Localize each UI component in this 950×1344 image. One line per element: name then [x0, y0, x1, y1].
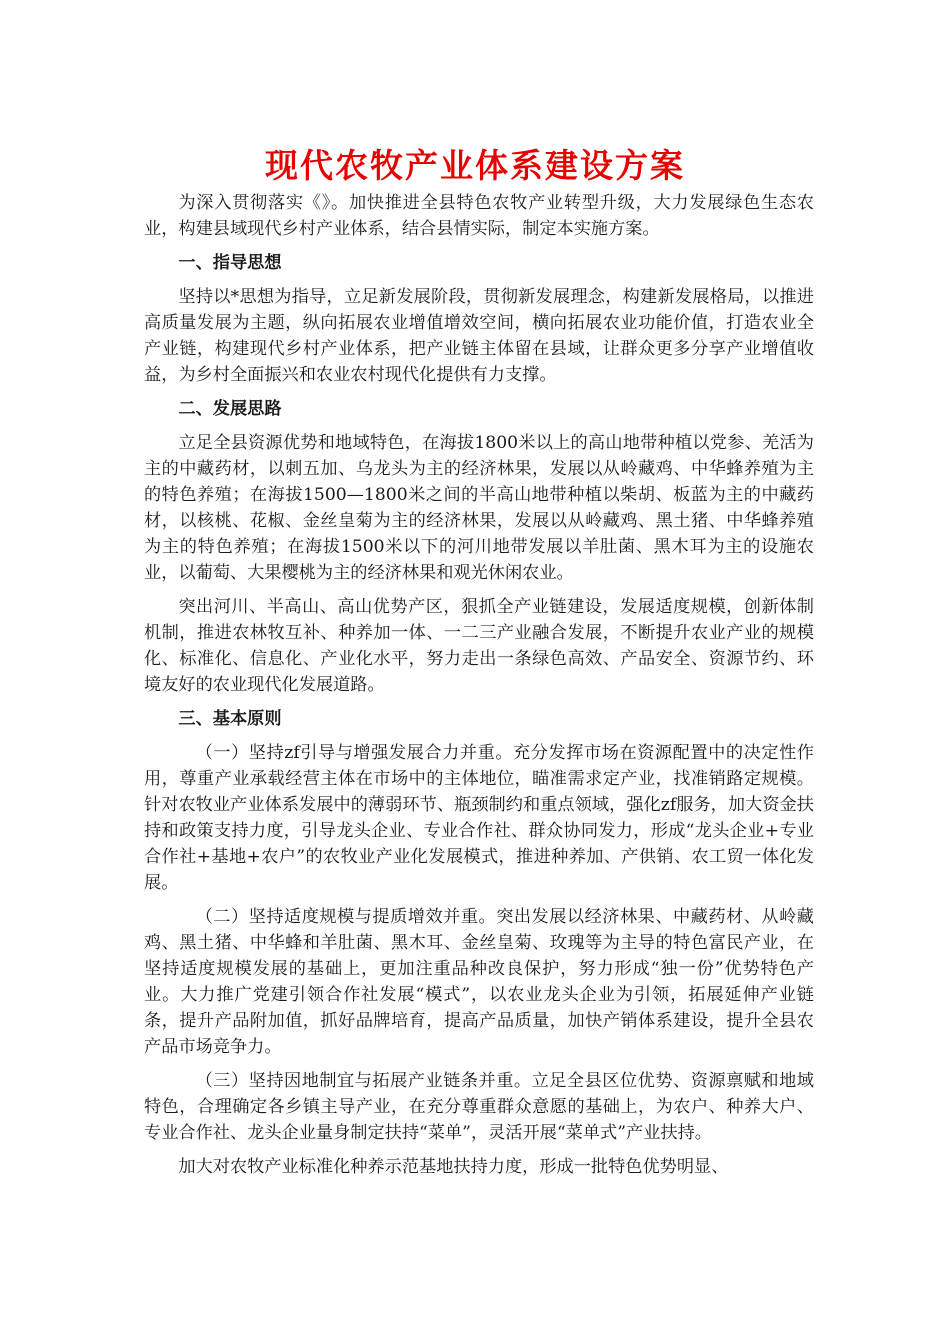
paragraph-guiding-ideology: 坚持以*思想为指导，立足新发展阶段，贯彻新发展理念，构建新发展格局，以推进高质量发展为主题，纵向拓展农业增值增效空间，横向拓展农业功能价值，打造农业全产业链，构建现代乡村产业体系，把产业链主体留在县域，让群众更多分享产业增值收益，为乡村全面振兴和农业农村现代化提供有力支撑。	[144, 287, 814, 385]
intro-paragraph: 为深入贯彻落实《》。加快推进全县特色农牧产业转型升级，大力发展绿色生态农业，构建县域现代乡村产业体系，结合县情实际，制定本实施方案。	[144, 193, 814, 239]
paragraph-development-approach-1: 立足全县资源优势和地域特色，在海拔1800米以上的高山地带种植以党参、羌活为主的中藏药材，以刺五加、乌龙头为主的经济林果，发展以从岭藏鸡、中华蜂养殖为主的特色养殖；在海拔1500—1800米之间的半高山地带种植以柴胡、板蓝为主的中藏药材，以核桃、花椒、金丝皇菊为主的经济林果，发展以从岭藏鸡、黑土猪、中华蜂养殖为主的特色养殖；在海拔1500米以下的河川地带发展以羊肚菌、黑木耳为主的设施农业，以葡萄、大果樱桃为主的经济林果和观光休闲农业。	[144, 433, 814, 583]
paragraph-principle-1: （一）坚持zf引导与增强发展合力并重。充分发挥市场在资源配置中的决定性作用，尊重产业承载经营主体在市场中的主体地位，瞄准需求定产业，找准销路定规模。针对农牧业产业体系发展中的薄弱环节、瓶颈制约和重点领域，强化zf服务，加大资金扶持和政策支持力度，引导龙头企业、专业合作社、群众协同发力，形成“龙头企业+专业合作社+基地+农户”的农牧业产业化发展模式，推进种养加、产供销、农工贸一体化发展。	[144, 743, 814, 893]
document-body	[144, 190, 814, 1188]
paragraph-principle-2: （二）坚持适度规模与提质增效并重。突出发展以经济林果、中藏药材、从岭藏鸡、黑土猪、中华蜂和羊肚菌、黑木耳、金丝皇菊、玫瑰等为主导的特色富民产业，在坚持适度规模发展的基础上，更加注重品种改良保护，努力形成“独一份”优势特色产业。大力推广党建引领合作社发展“模式”，以农业龙头企业为引领，拓展延伸产业链条，提升产品附加值，抓好品牌培育，提高产品质量，加快产销体系建设，提升全县农产品市场竞争力。	[144, 907, 814, 1057]
paragraph-principle-3: （三）坚持因地制宜与拓展产业链条并重。立足全县区位优势、资源禀赋和地域特色，合理确定各乡镇主导产业，在充分尊重群众意愿的基础上，为农户、种养大户、专业合作社、龙头企业量身制定扶持“菜单”，灵活开展“菜单式”产业扶持。	[144, 1071, 814, 1143]
section-heading-basic-principles: 三、基本原则	[178, 709, 282, 729]
paragraph-development-approach-2: 突出河川、半高山、高山优势产区，狠抓全产业链建设，发展适度规模，创新体制机制，推进农林牧互补、种养加一体、一二三产业融合发展，不断提升农业产业的规模化、标准化、信息化、产业化水平，努力走出一条绿色高效、产品安全、资源节约、环境友好的农业现代化发展道路。	[144, 597, 814, 695]
document-title: 现代农牧产业体系建设方案	[265, 146, 685, 185]
section-heading-guiding-ideology: 一、指导思想	[178, 253, 282, 273]
section-heading-development-approach: 二、发展思路	[178, 399, 282, 419]
paragraph-principle-continued: 加大对农牧产业标准化种养示范基地扶持力度，形成一批特色优势明显、	[178, 1157, 729, 1177]
